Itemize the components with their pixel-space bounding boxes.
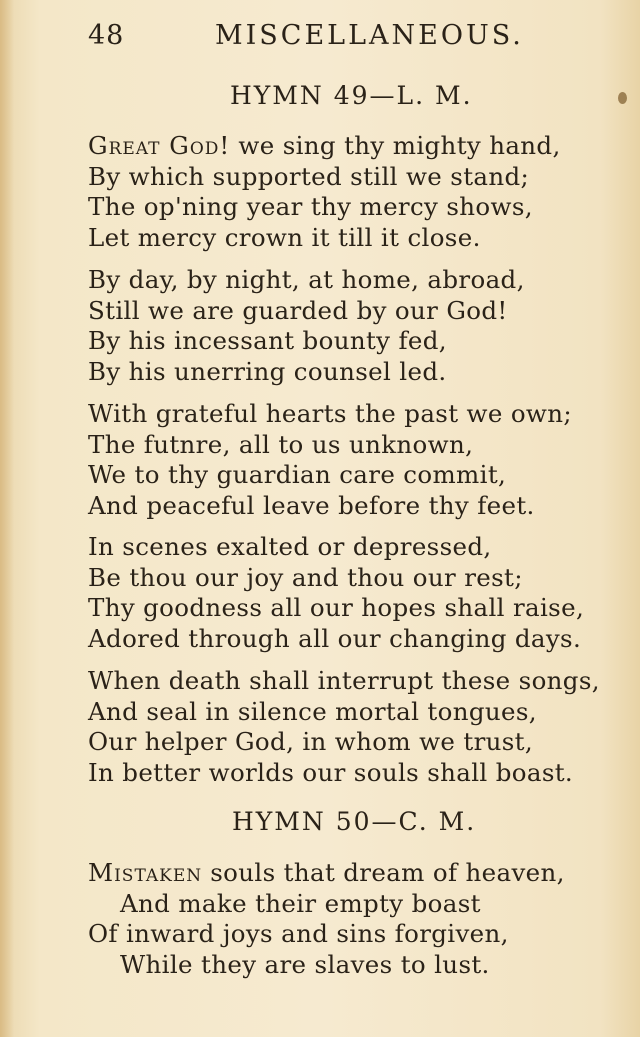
verse-line: The op'ning year thy mercy shows,: [88, 192, 533, 221]
verse-line: Be thou our joy and thou our rest;: [88, 562, 523, 592]
verse-line: With grateful hearts the past we own;: [88, 399, 572, 428]
verse-line: In scenes exalted or depressed,: [88, 532, 492, 561]
running-head: [88, 20, 524, 60]
verse-line: By his unerring counsel led.: [88, 356, 447, 386]
hymn-49-stanza-2: [88, 265, 618, 387]
verse-line: We to thy guardian care commit,: [88, 460, 507, 489]
verse-line: And peaceful leave before thy feet.: [88, 490, 535, 520]
opening-words: Mistaken: [88, 858, 203, 887]
verse-line: When death shall interrupt these songs,: [88, 666, 600, 695]
verse-line: By day, by night, at home, abroad,: [88, 265, 525, 294]
page-number: 48: [88, 20, 125, 51]
verse-line: And seal in silence mortal tongues,: [88, 696, 537, 726]
verse-line: In better worlds our souls shall boast.: [88, 757, 574, 787]
verse-line: And make their empty boast: [120, 888, 481, 918]
verse-line: Still we are guarded by our God!: [88, 295, 508, 325]
verse-line: Adored through all our changing days.: [88, 623, 582, 653]
verse-line: Of inward joys and sins forgiven,: [88, 919, 509, 948]
hymn-49-stanza-4: [88, 532, 618, 654]
hymn-49-stanza-1: [88, 131, 618, 253]
hymn-50-title: HYMN 50—C. M.: [232, 807, 477, 836]
hymn-50-stanza-1: [88, 858, 618, 980]
verse-line-text: souls that dream of heaven,: [202, 858, 565, 887]
hymn-49-stanza-5: [88, 666, 618, 788]
section-title: MISCELLANEOUS.: [215, 20, 524, 51]
verse-line: While they are slaves to lust.: [120, 949, 490, 979]
ink-spot: [618, 92, 627, 104]
verse-line-text: we sing thy mighty hand,: [230, 131, 561, 160]
verse-line: [88, 858, 618, 889]
verse-line: By which supported still we stand;: [88, 161, 530, 191]
verse-line: [88, 131, 618, 162]
verse-line: The futnre, all to us unknown,: [88, 429, 474, 459]
opening-words: Great God!: [88, 131, 231, 160]
verse-line: Our helper God, in whom we trust,: [88, 727, 534, 756]
verse-line: By his incessant bounty fed,: [88, 326, 447, 355]
hymn-49-stanza-3: [88, 399, 618, 521]
verse-line: Let mercy crown it till it close.: [88, 222, 481, 252]
verse-line: Thy goodness all our hopes shall raise,: [88, 593, 585, 622]
page-gutter-shadow: [0, 0, 14, 1037]
hymn-49-title: HYMN 49—L. M.: [230, 81, 473, 110]
